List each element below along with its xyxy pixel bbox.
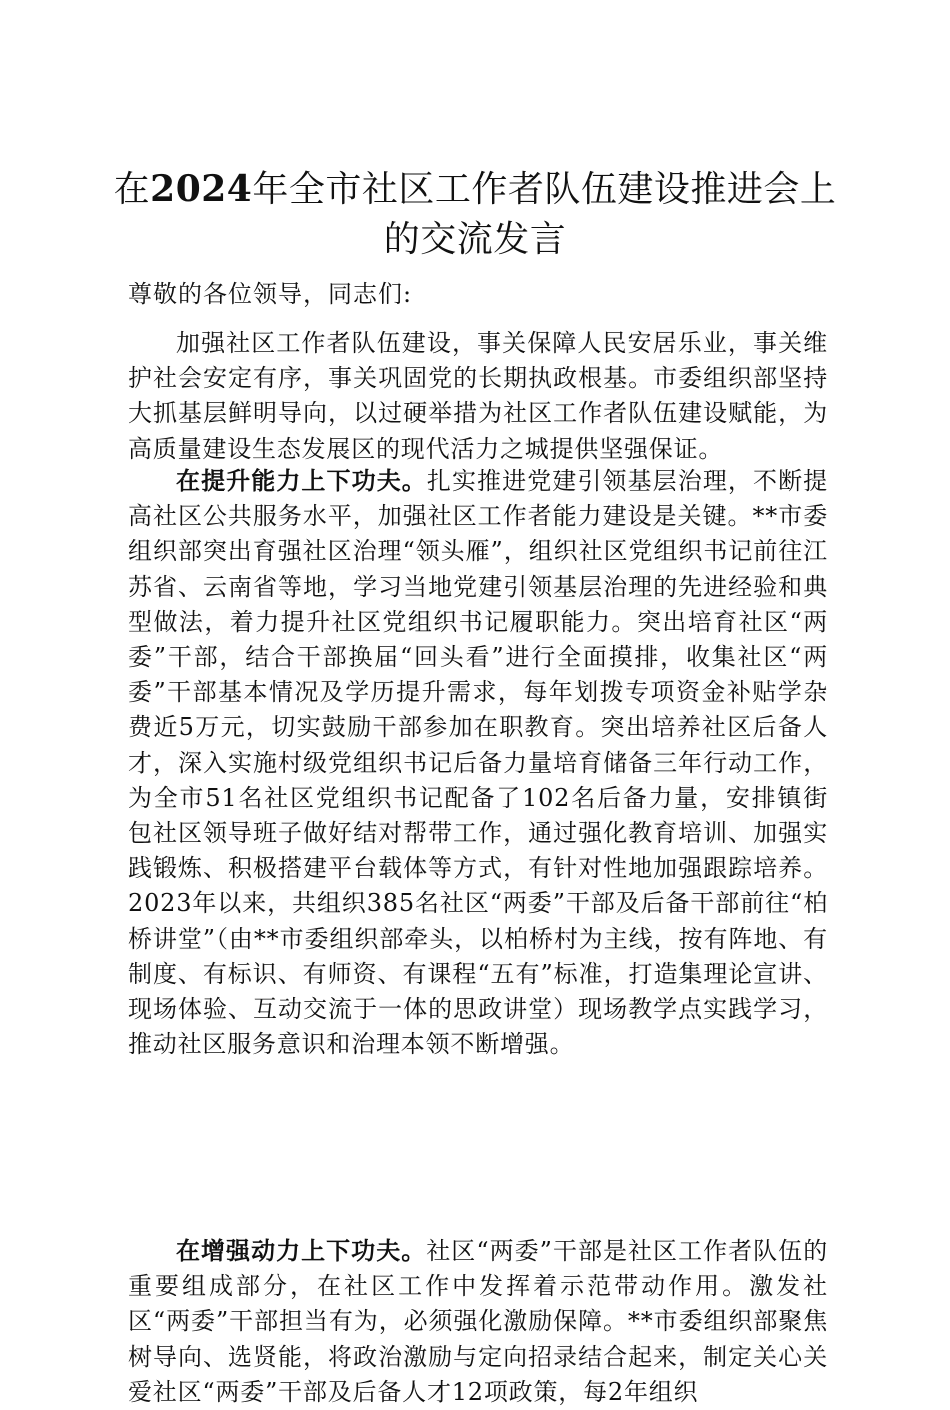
document-title — [100, 164, 850, 265]
paragraph-lead-heading: 在提升能力上下功夫。 — [176, 467, 427, 495]
paragraph-text: 加强社区工作者队伍建设，事关保障人民安居乐业，事关维护社会安定有序，事关巩固党的长期执政根基。市委组织部坚持大抓基层鲜明导向，以过硬举措为社区工作者队伍建设赋能，为高质量建设生态发展区的现代活力之城提供坚强保证。 — [128, 329, 828, 463]
title-rest: 年全市社区工作者队伍建设推进会上的交流发言 — [252, 169, 837, 260]
paragraph-lead-heading: 在增强动力上下功夫。 — [176, 1237, 427, 1265]
paragraph-capability — [128, 464, 828, 1062]
paragraph-text: 社区“两委”干部是社区工作者队伍的重要组成部分，在社区工作中发挥着示范带动作用。激发社区“两委”干部担当有为，必须强化激励保障。**市委组织部聚焦树导向、选贤能，将政治激励与定向招录结合起来，制定关心关爱社区“两委”干部及后备人才12项政策，每2年组织 — [128, 1237, 829, 1406]
salutation: 尊敬的各位领导，同志们: — [128, 280, 413, 308]
title-prefix: 在 — [113, 169, 151, 210]
title-year: 2024 — [150, 168, 253, 210]
paragraph-text: 扎实推进党建引领基层治理，不断提高社区公共服务水平，加强社区工作者能力建设是关键。**市委组织部突出育强社区治理“领头雁”，组织社区党组织书记前往江苏省、云南省等地，学习当地党建引领基层治理的先进经验和典型做法，着力提升社区党组织书记履职能力。突出培育社区“两委”干部，结合干部换届“回头看”进行全面摸排，收集社区“两委”干部基本情况及学历提升需求，每年划拨专项资金补贴学杂费近5万元，切实鼓励干部参加在职教育。突出培养社区后备人才，深入实施村级党组织书记后备力量培育储备三年行动工作，为全市51名社区党组织书记配备了102名后备力量，安排镇街包社区领导班子做好结对帮带工作，通过强化教育培训、加强实践锻炼、积极搭建平台载体等方式，有针对性地加强跟踪培养。2023年以来，共组织385名社区“两委”干部及后备干部前往“柏桥讲堂”（由**市委组织部牵头，以柏桥村为主线，按有阵地、有制度、有标识、有师资、有课程“五有”标准，打造集理论宣讲、现场体验、互动交流于一体的思政讲堂）现场教学点实践学习，推动社区服务意识和治理本领不断增强。 — [128, 467, 828, 1059]
paragraph-motivation — [128, 1234, 828, 1410]
paragraph-intro — [128, 326, 828, 467]
